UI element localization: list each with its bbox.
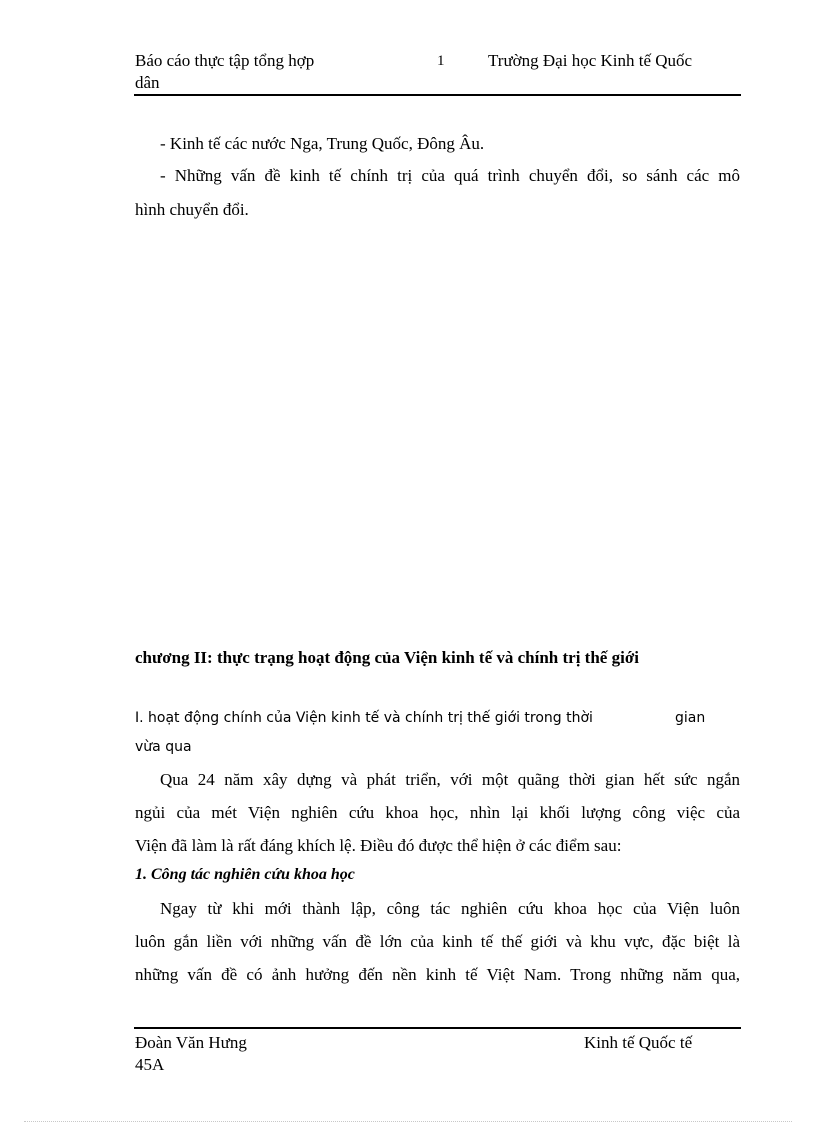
header-right: Trường Đại học Kinh tế Quốc <box>488 51 693 70</box>
page-edge <box>24 1121 792 1122</box>
section-title-part1: I. hoạt động chính của Viện kinh tế và chính trị thế giới trong thời <box>135 710 593 726</box>
section-title-line2: vừa qua <box>135 739 192 755</box>
bullet-2-line2: hình chuyển đổi. <box>135 200 249 219</box>
paragraph-line: Qua 24 năm xây dựng và phát triển, với một quãng thời gian hết sức ngắn <box>160 770 740 789</box>
paragraph-line: ngủi của mét Viện nghiên cứu khoa học, nhìn lại khối lượng công việc của <box>135 803 740 822</box>
page-number: 1 <box>437 53 445 69</box>
chapter-title: chương II: thực trạng hoạt động của Viện kinh tế và chính trị thế giới <box>135 648 639 667</box>
header-left-line2: dân <box>135 73 160 92</box>
footer-author-line1: Đoàn Văn Hưng <box>135 1033 247 1052</box>
paragraph-line: Viện đã làm là rất đáng khích lệ. Điều đó được thể hiện ở các điểm sau: <box>135 836 622 855</box>
section-title-part2: gian <box>675 710 706 726</box>
footer-author-line2: 45A <box>135 1055 165 1074</box>
header-left-line1: Báo cáo thực tập tổng hợp <box>135 51 315 70</box>
paragraph-line: những vấn đề có ảnh hưởng đến nền kinh tế Việt Nam. Trong những năm qua, <box>135 965 740 984</box>
footer-department: Kinh tế Quốc tế <box>584 1033 693 1052</box>
header-rule <box>134 94 741 96</box>
paragraph-line: luôn gắn liền với những vấn đề lớn của kinh tế thế giới và khu vực, đặc biệt là <box>135 932 740 951</box>
subsection-title: 1. Công tác nghiên cứu khoa học <box>135 866 355 883</box>
footer-rule <box>134 1027 741 1029</box>
bullet-1: - Kinh tế các nước Nga, Trung Quốc, Đông Âu. <box>160 134 485 153</box>
bullet-2-line1: - Những vấn đề kinh tế chính trị của quá trình chuyển đổi, so sánh các mô <box>160 166 740 185</box>
paragraph-line: Ngay từ khi mới thành lập, công tác nghiên cứu khoa học của Viện luôn <box>160 899 740 918</box>
